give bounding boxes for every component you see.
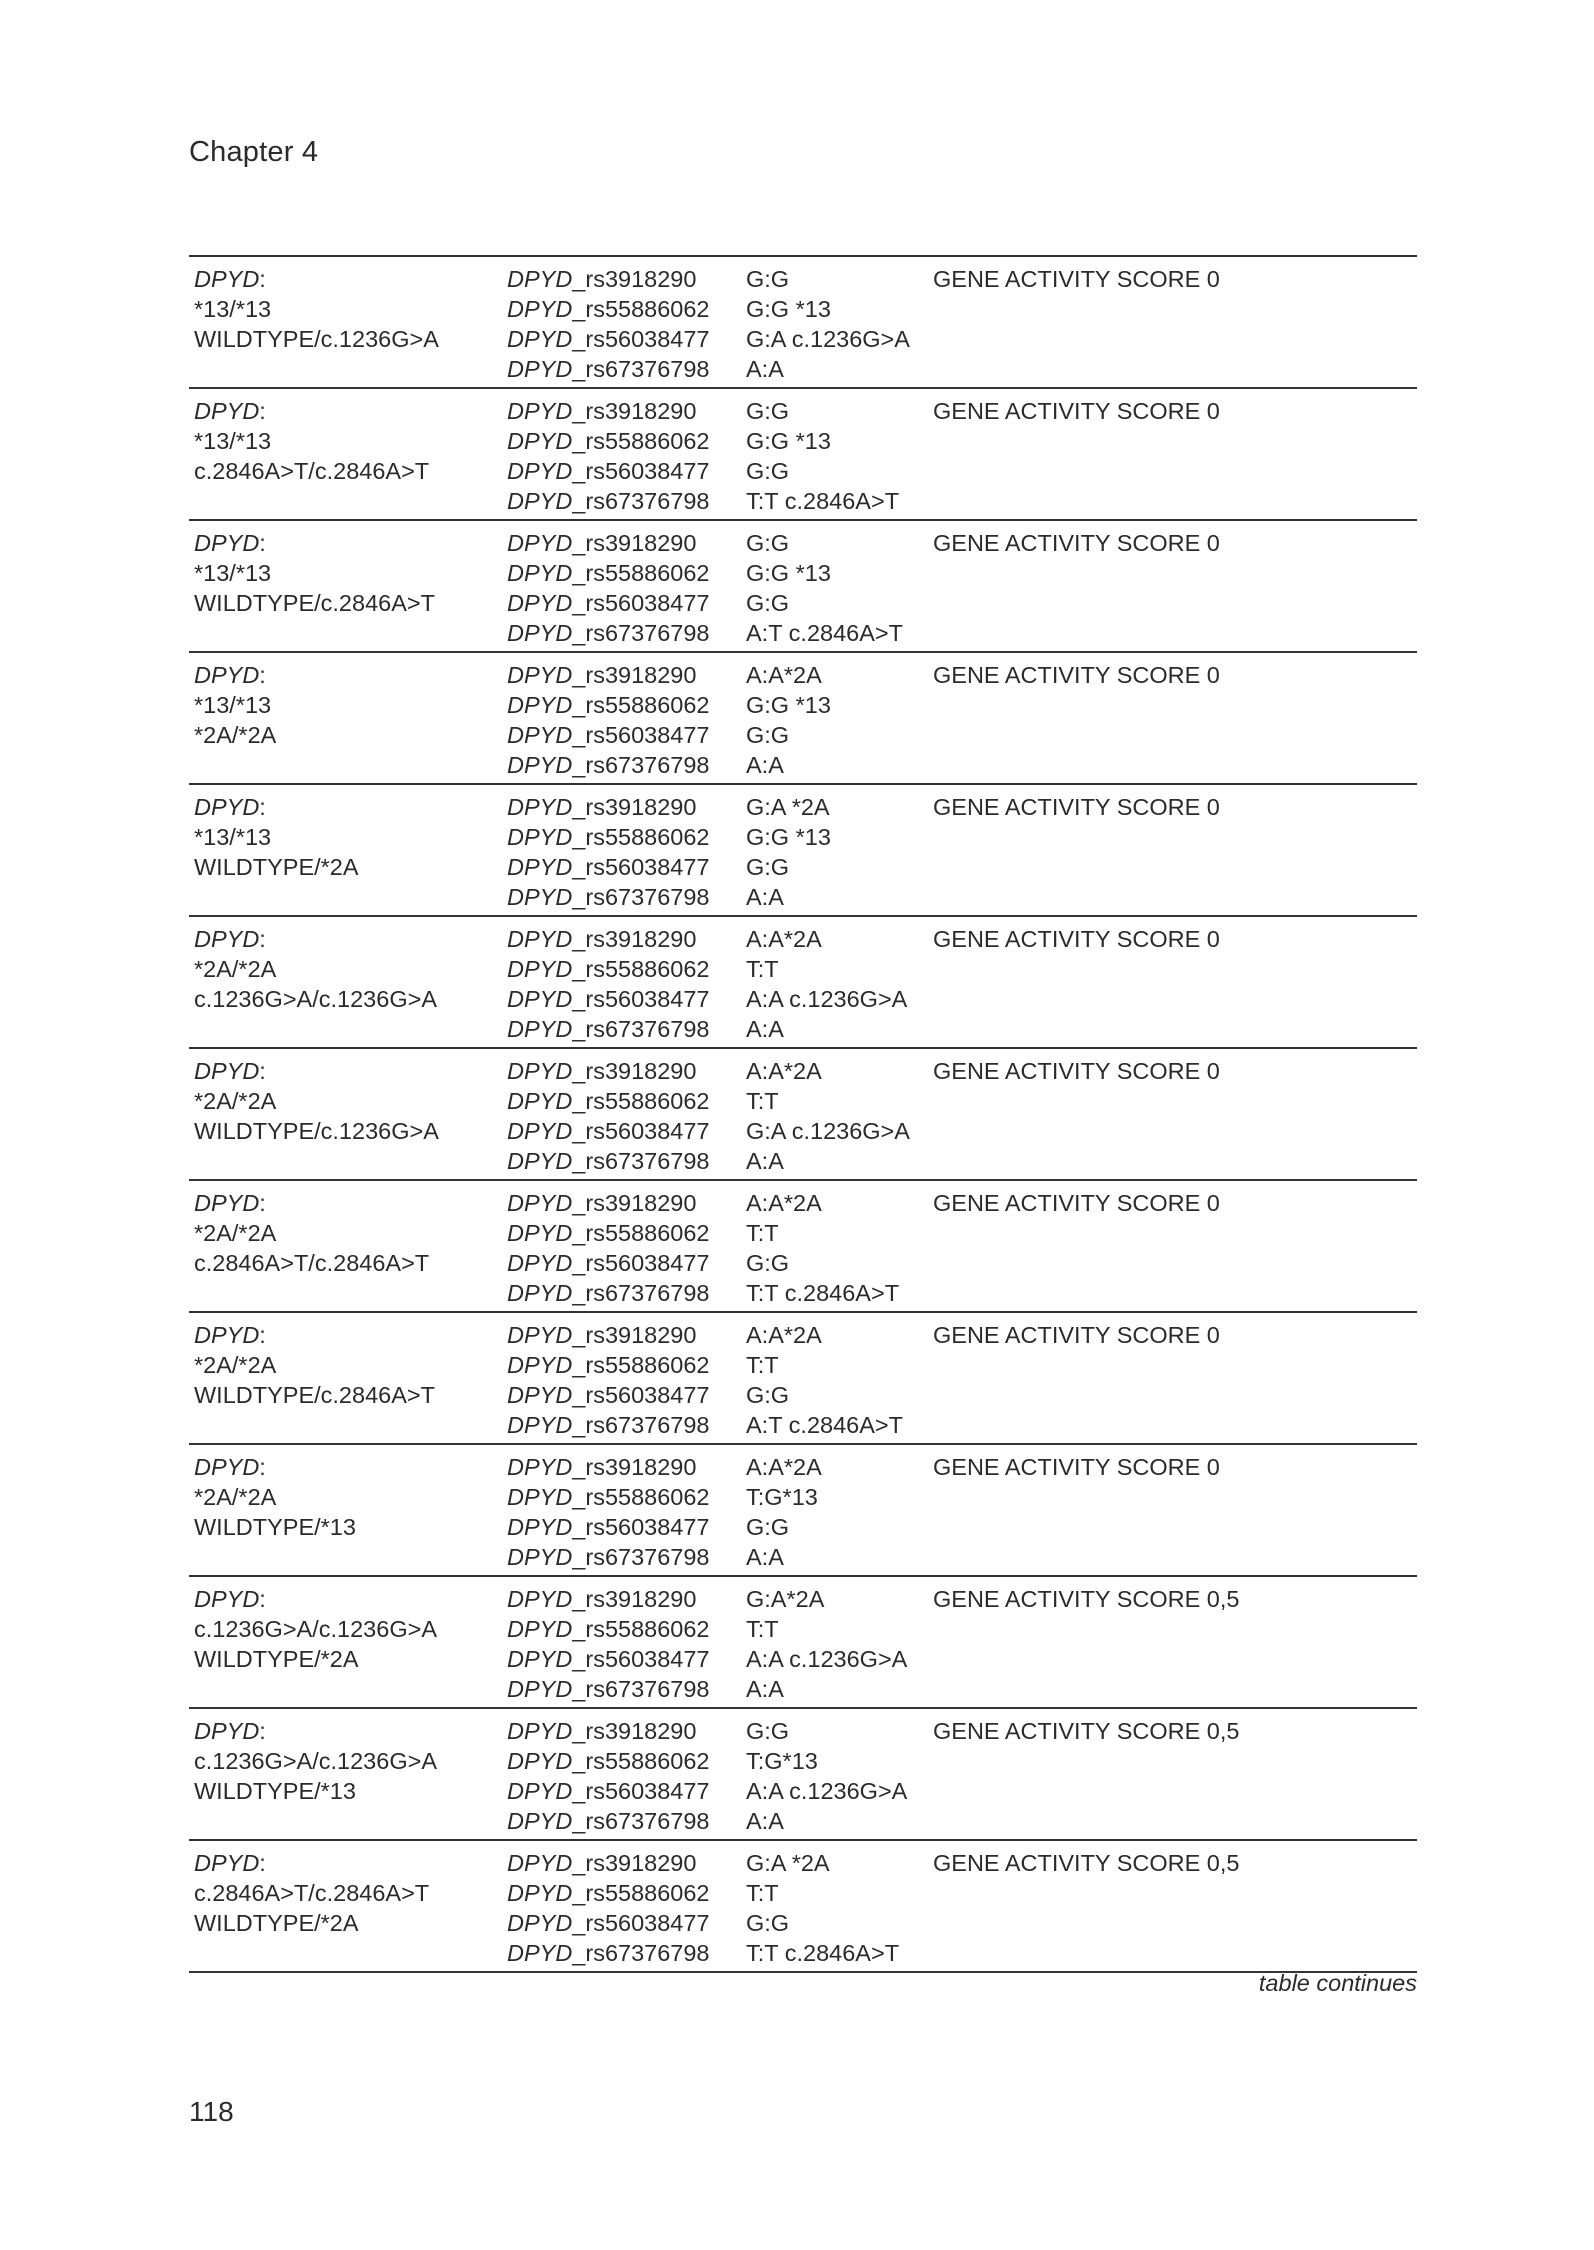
diplotype-cell (194, 396, 429, 486)
genotype-cell (746, 1188, 899, 1308)
snp-id: DPYD_rs3918290 (507, 794, 697, 820)
gene-label: DPYD: (194, 398, 266, 424)
table-row (189, 917, 1417, 1049)
genotype-value: T:T (746, 1088, 779, 1114)
diplotype-label: *13/*13 (194, 560, 272, 586)
snp-id: DPYD_rs56038477 (507, 590, 710, 616)
snp-id: DPYD_rs56038477 (507, 458, 710, 484)
snp-id: DPYD_rs3918290 (507, 530, 697, 556)
gene-label: DPYD: (194, 794, 266, 820)
gene-label: DPYD: (194, 1322, 266, 1348)
snp-id: DPYD_rs67376798 (507, 1808, 710, 1834)
variant-label: WILDTYPE/c.1236G>A (194, 1118, 439, 1144)
diplotype-label: *2A/*2A (194, 956, 277, 982)
snp-id: DPYD_rs56038477 (507, 722, 710, 748)
snp-id: DPYD_rs3918290 (507, 926, 697, 952)
snp-id: DPYD_rs67376798 (507, 356, 710, 382)
genotype-value: A:T c.2846A>T (746, 620, 903, 646)
genotype-value: T:T (746, 1616, 779, 1642)
genotype-value: A:A*2A (746, 926, 822, 952)
table-row (189, 785, 1417, 917)
activity-score: GENE ACTIVITY SCORE 0 (933, 662, 1220, 688)
table-continues-note: table continues (1258, 1970, 1417, 1996)
snp-id: DPYD_rs55886062 (507, 1880, 710, 1906)
diplotype-cell (194, 924, 437, 1014)
genotype-value: T:G*13 (746, 1748, 818, 1774)
genotype-value: A:T c.2846A>T (746, 1412, 903, 1438)
table-row (189, 1841, 1417, 1973)
variant-label: WILDTYPE/c.1236G>A (194, 326, 439, 352)
genotype-cell (746, 660, 831, 780)
snp-id: DPYD_rs56038477 (507, 1514, 710, 1540)
activity-score: GENE ACTIVITY SCORE 0 (933, 398, 1220, 424)
genotype-value: G:G (746, 458, 790, 484)
variant-label: c.1236G>A/c.1236G>A (194, 986, 437, 1012)
genotype-cell (746, 1452, 822, 1572)
table-row (189, 257, 1417, 389)
genotype-value: G:A *2A (746, 794, 830, 820)
diplotype-label: *2A/*2A (194, 1220, 277, 1246)
genotype-cell (746, 264, 910, 384)
genotype-value: A:A (746, 1676, 784, 1702)
snp-id: DPYD_rs67376798 (507, 1016, 710, 1042)
snp-id: DPYD_rs55886062 (507, 296, 710, 322)
genotype-value: G:G (746, 854, 790, 880)
genotype-value: A:A (746, 1544, 784, 1570)
activity-score: GENE ACTIVITY SCORE 0 (933, 1190, 1220, 1216)
genotype-value: T:T (746, 956, 779, 982)
genotype-cell (746, 528, 903, 648)
activity-score: GENE ACTIVITY SCORE 0,5 (933, 1850, 1240, 1876)
snp-id: DPYD_rs55886062 (507, 1616, 710, 1642)
table-row (189, 521, 1417, 653)
activity-score: GENE ACTIVITY SCORE 0 (933, 530, 1220, 556)
genotype-cell (746, 1584, 907, 1704)
activity-score: GENE ACTIVITY SCORE 0 (933, 1454, 1220, 1480)
genotype-value: A:A (746, 752, 784, 778)
genotype-value: T:T (746, 1352, 779, 1378)
table-row (189, 1577, 1417, 1709)
genotype-cell (746, 792, 831, 912)
snp-id: DPYD_rs67376798 (507, 884, 710, 910)
genotype-value: A:A*2A (746, 1058, 822, 1084)
diplotype-label: *13/*13 (194, 692, 272, 718)
variant-label: c.2846A>T/c.2846A>T (194, 1250, 430, 1276)
diplotype-cell (194, 264, 439, 354)
snp-id: DPYD_rs56038477 (507, 1778, 710, 1804)
genotype-value: A:A (746, 1016, 784, 1042)
variant-label: WILDTYPE/*2A (194, 1646, 359, 1672)
diplotype-label: *13/*13 (194, 824, 272, 850)
genotype-value: T:G*13 (746, 1484, 818, 1510)
diplotype-cell (194, 528, 435, 618)
genotype-value: G:A c.1236G>A (746, 326, 910, 352)
diplotype-label: *13/*13 (194, 296, 272, 322)
snp-id: DPYD_rs56038477 (507, 1382, 710, 1408)
genotype-value: G:G (746, 1910, 790, 1936)
gene-label: DPYD: (194, 1190, 266, 1216)
genotype-cell (746, 1848, 899, 1968)
genotype-value: G:G (746, 590, 790, 616)
genotype-value: T:T (746, 1220, 779, 1246)
diplotype-label: *13/*13 (194, 428, 272, 454)
gene-label: DPYD: (194, 1850, 266, 1876)
genotype-value: A:A*2A (746, 1454, 822, 1480)
snp-id: DPYD_rs55886062 (507, 1484, 710, 1510)
genotype-value: G:G (746, 1382, 790, 1408)
snp-cell (507, 1716, 710, 1836)
snp-id: DPYD_rs3918290 (507, 1190, 697, 1216)
snp-id: DPYD_rs3918290 (507, 1850, 697, 1876)
variant-label: WILDTYPE/c.2846A>T (194, 1382, 435, 1408)
diplotype-cell (194, 1452, 356, 1542)
genotype-value: A:A c.1236G>A (746, 1778, 908, 1804)
genotype-value: A:A c.1236G>A (746, 1646, 908, 1672)
activity-score: GENE ACTIVITY SCORE 0 (933, 1058, 1220, 1084)
gene-label: DPYD: (194, 1718, 266, 1744)
snp-id: DPYD_rs67376798 (507, 620, 710, 646)
diplotype-cell (194, 1188, 429, 1278)
snp-id: DPYD_rs55886062 (507, 1088, 710, 1114)
genotype-value: G:G *13 (746, 692, 831, 718)
snp-id: DPYD_rs55886062 (507, 428, 710, 454)
snp-id: DPYD_rs3918290 (507, 398, 697, 424)
snp-id: DPYD_rs67376798 (507, 1940, 710, 1966)
snp-id: DPYD_rs55886062 (507, 692, 710, 718)
snp-id: DPYD_rs3918290 (507, 266, 697, 292)
table-row (189, 1445, 1417, 1577)
diplotype-cell (194, 1056, 439, 1146)
snp-id: DPYD_rs67376798 (507, 1676, 710, 1702)
diplotype-label: c.2846A>T/c.2846A>T (194, 1880, 430, 1906)
variant-label: WILDTYPE/*13 (194, 1778, 356, 1804)
genotype-value: G:G *13 (746, 428, 831, 454)
snp-cell (507, 792, 710, 912)
variant-label: c.2846A>T/c.2846A>T (194, 458, 430, 484)
genotype-value: G:G (746, 722, 790, 748)
genotype-table (189, 255, 1417, 1973)
snp-id: DPYD_rs3918290 (507, 1586, 697, 1612)
snp-id: DPYD_rs67376798 (507, 752, 710, 778)
variant-label: WILDTYPE/*2A (194, 854, 359, 880)
variant-label: WILDTYPE/c.2846A>T (194, 590, 435, 616)
activity-score: GENE ACTIVITY SCORE 0,5 (933, 1718, 1240, 1744)
snp-id: DPYD_rs55886062 (507, 824, 710, 850)
snp-id: DPYD_rs56038477 (507, 1910, 710, 1936)
genotype-value: T:T c.2846A>T (746, 1940, 900, 1966)
snp-id: DPYD_rs56038477 (507, 986, 710, 1012)
diplotype-cell (194, 1848, 429, 1938)
diplotype-cell (194, 1716, 437, 1806)
genotype-value: T:T c.2846A>T (746, 488, 900, 514)
genotype-value: G:A c.1236G>A (746, 1118, 910, 1144)
snp-id: DPYD_rs3918290 (507, 662, 697, 688)
activity-score: GENE ACTIVITY SCORE 0 (933, 266, 1220, 292)
snp-cell (507, 396, 710, 516)
genotype-value: G:G (746, 266, 790, 292)
genotype-value: A:A (746, 884, 784, 910)
table-row (189, 1313, 1417, 1445)
gene-label: DPYD: (194, 1586, 266, 1612)
snp-id: DPYD_rs55886062 (507, 1748, 710, 1774)
table-row (189, 389, 1417, 521)
snp-id: DPYD_rs3918290 (507, 1058, 697, 1084)
snp-cell (507, 264, 710, 384)
gene-label: DPYD: (194, 926, 266, 952)
activity-score: GENE ACTIVITY SCORE 0,5 (933, 1586, 1240, 1612)
activity-score: GENE ACTIVITY SCORE 0 (933, 1322, 1220, 1348)
snp-id: DPYD_rs55886062 (507, 1352, 710, 1378)
gene-label: DPYD: (194, 266, 266, 292)
snp-cell (507, 1320, 710, 1440)
diplotype-cell (194, 1320, 435, 1410)
genotype-value: G:G *13 (746, 296, 831, 322)
diplotype-label: *2A/*2A (194, 1484, 277, 1510)
genotype-value: G:G (746, 1514, 790, 1540)
genotype-value: T:T c.2846A>T (746, 1280, 900, 1306)
diplotype-label: c.1236G>A/c.1236G>A (194, 1748, 437, 1774)
snp-id: DPYD_rs67376798 (507, 488, 710, 514)
snp-id: DPYD_rs56038477 (507, 326, 710, 352)
snp-id: DPYD_rs3918290 (507, 1454, 697, 1480)
variant-label: WILDTYPE/*13 (194, 1514, 356, 1540)
table-row (189, 653, 1417, 785)
snp-cell (507, 1848, 710, 1968)
genotype-cell (746, 1056, 910, 1176)
variant-label: WILDTYPE/*2A (194, 1910, 359, 1936)
snp-id: DPYD_rs55886062 (507, 560, 710, 586)
snp-cell (507, 1056, 710, 1176)
genotype-value: G:G *13 (746, 560, 831, 586)
snp-id: DPYD_rs56038477 (507, 1118, 710, 1144)
snp-id: DPYD_rs67376798 (507, 1280, 710, 1306)
diplotype-cell (194, 792, 359, 882)
snp-id: DPYD_rs56038477 (507, 1250, 710, 1276)
genotype-cell (746, 396, 899, 516)
genotype-value: A:A*2A (746, 1190, 822, 1216)
activity-score: GENE ACTIVITY SCORE 0 (933, 794, 1220, 820)
genotype-value: G:G *13 (746, 824, 831, 850)
diplotype-cell (194, 1584, 437, 1674)
genotype-value: A:A c.1236G>A (746, 986, 908, 1012)
genotype-value: T:T (746, 1880, 779, 1906)
table-row (189, 1049, 1417, 1181)
table-row (189, 1709, 1417, 1841)
page-number: 118 (189, 2096, 234, 2127)
diplotype-label: c.1236G>A/c.1236G>A (194, 1616, 437, 1642)
snp-id: DPYD_rs56038477 (507, 854, 710, 880)
snp-id: DPYD_rs3918290 (507, 1322, 697, 1348)
gene-label: DPYD: (194, 1058, 266, 1084)
genotype-value: A:A (746, 1148, 784, 1174)
snp-id: DPYD_rs67376798 (507, 1148, 710, 1174)
table-row (189, 1181, 1417, 1313)
snp-cell (507, 1584, 710, 1704)
genotype-cell (746, 1716, 907, 1836)
snp-id: DPYD_rs67376798 (507, 1412, 710, 1438)
genotype-value: A:A (746, 1808, 784, 1834)
diplotype-cell (194, 660, 276, 750)
snp-cell (507, 660, 710, 780)
genotype-value: G:G (746, 1250, 790, 1276)
genotype-value: A:A*2A (746, 662, 822, 688)
snp-id: DPYD_rs55886062 (507, 956, 710, 982)
snp-id: DPYD_rs56038477 (507, 1646, 710, 1672)
gene-label: DPYD: (194, 1454, 266, 1480)
genotype-value: G:G (746, 398, 790, 424)
genotype-cell (746, 1320, 903, 1440)
genotype-value: G:A*2A (746, 1586, 825, 1612)
variant-label: *2A/*2A (194, 722, 277, 748)
genotype-value: A:A*2A (746, 1322, 822, 1348)
snp-id: DPYD_rs3918290 (507, 1718, 697, 1744)
genotype-value: G:G (746, 1718, 790, 1744)
snp-id: DPYD_rs67376798 (507, 1544, 710, 1570)
snp-id: DPYD_rs55886062 (507, 1220, 710, 1246)
genotype-cell (746, 924, 907, 1044)
snp-cell (507, 1452, 710, 1572)
genotype-value: G:G (746, 530, 790, 556)
snp-cell (507, 1188, 710, 1308)
diplotype-label: *2A/*2A (194, 1088, 277, 1114)
genotype-value: A:A (746, 356, 784, 382)
diplotype-label: *2A/*2A (194, 1352, 277, 1378)
snp-cell (507, 528, 710, 648)
gene-label: DPYD: (194, 530, 266, 556)
chapter-heading: Chapter 4 (189, 136, 319, 168)
genotype-value: G:A *2A (746, 1850, 830, 1876)
activity-score: GENE ACTIVITY SCORE 0 (933, 926, 1220, 952)
snp-cell (507, 924, 710, 1044)
gene-label: DPYD: (194, 662, 266, 688)
